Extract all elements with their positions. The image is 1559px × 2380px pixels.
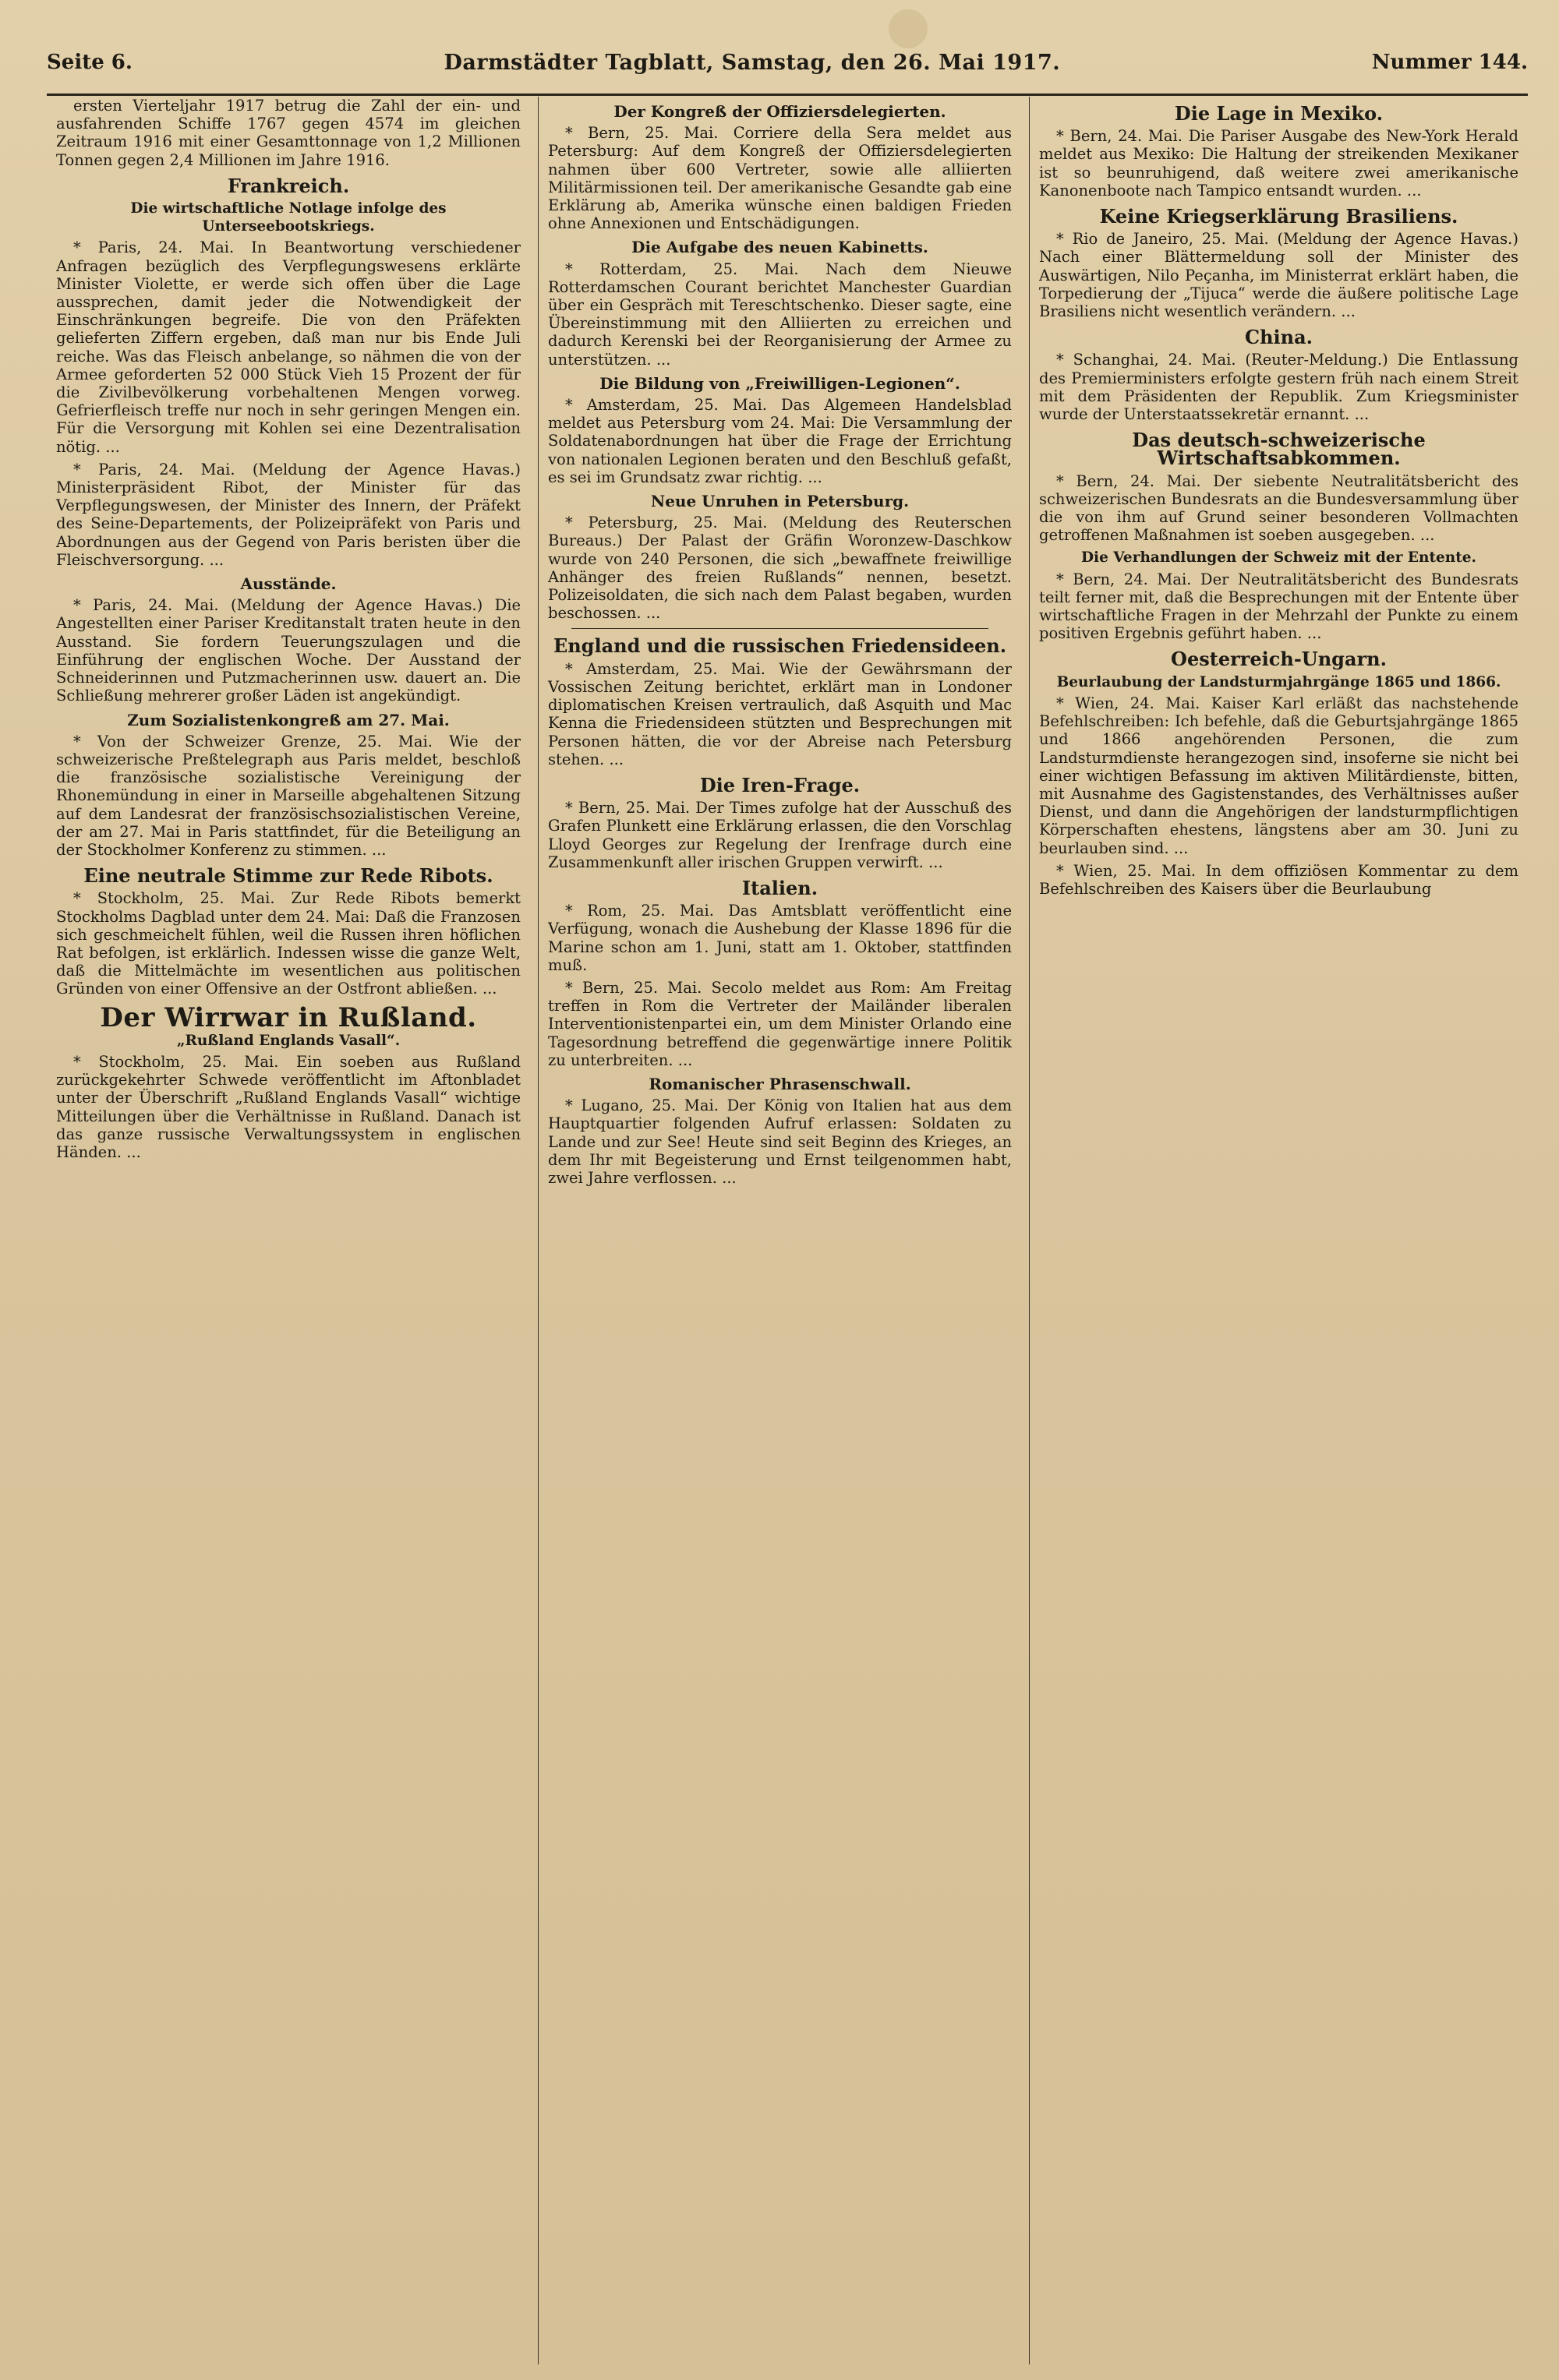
article-paragraph: * Stockholm, 25. Mai. Zur Rede Ribots bemerkt Stockholms Dagblad unter dem 24. Mai: Daß die Franzosen sich geschmeichelt fühlen, weil die Russen ihren höflichen Rat befolgen, ist erklärlich. Indessen wisse die ganze Welt, daß die Mittelmächte im wesentlichen aus politischen Gründen von einer Offensive an der Ostfront abließen. ... <box>56 889 521 998</box>
article-heading: Der Kongreß der Offiziersdelegierten. <box>613 102 946 121</box>
article-paragraph: * Paris, 24. Mai. (Meldung der Agence Havas.) Die Angestellten einer Pariser Kreditanstalt traten heute in den Ausstand. Sie fordern Teuerungszulagen und die Einführung der englischen Woche. Der Ausstand der Schneiderinnen und Putzmacherinnen usw. dauert an. Die Schließung mehrerer großer Läden ist angekündigt. <box>56 596 521 705</box>
article-ausstaende <box>56 575 521 704</box>
article-irland <box>548 773 1012 871</box>
article-unruhen <box>548 493 1012 622</box>
article-paragraph: * Paris, 24. Mai. (Meldung der Agence Havas.) Ministerpräsident Ribot, der Minister für das Verpflegungswesen, der Minister des Innern, der Präfekt des Seine-Departements, der Polizeipräfekt von Paris und Abordnungen aus der Gegend von Paris beristen über die Fleischversorgung. ... <box>56 460 521 569</box>
article-heading: Zum Sozialistenkongreß am 27. Mai. <box>127 710 450 729</box>
article-paragraph: * Petersburg, 25. Mai. (Meldung des Reuterschen Bureaus.) Der Palast der Gräfin Woronzew-Daschkow wurde von 240 Personen, die sich „bewaffnete freiwillige Anhänger des freien Rußlands“ nennen, besetzt. Polizeisoldaten, die sich nach dem Palast begaben, wurden beschossen. ... <box>548 514 1012 623</box>
newspaper-title-date: Darmstädter Tagblatt, Samstag, den 26. Mai 1917. <box>444 50 1061 75</box>
article-paragraph: * Bern, 25. Mai. Corriere della Sera meldet aus Petersburg: Auf dem Kongreß der Offiziersdelegierten nahmen über 600 Vertreter, sowie alle alliierten Militärmissionen teil. Der amerikanische Gesandte gab eine Erklärung ab, Amerika wünsche einen baldigen Frieden ohne Annexionen und Entschädigungen. <box>548 124 1012 233</box>
article-heading: Eine neutrale Stimme zur Rede Ribots. <box>83 864 493 888</box>
article-paragraph: * Bern, 24. Mai. Die Pariser Ausgabe des New-York Herald meldet aus Mexiko: Die Haltung der streikenden Mexikaner ist so beunruhigend, daß weitere zwei amerikanische Kanonenboote nach Tampico entsandt wurden. ... <box>1039 127 1518 200</box>
article-schweiz <box>1039 431 1518 642</box>
masthead <box>47 31 1528 96</box>
article-continuation: ersten Vierteljahr 1917 betrug die Zahl der ein- und ausfahrenden Schiffe 1767 gegen 4574 im gleichen Zeitraum 1916 mit einer Gesamttonnage von 1,2 Millionen Tonnen gegen 2,4 Millionen im Jahre 1916. <box>56 97 521 169</box>
issue-number: Nummer 144. <box>1371 51 1528 74</box>
article-heading: Romanischer Phrasenschwall. <box>649 1074 911 1093</box>
article-wirrwar <box>56 1001 521 1162</box>
article-phrasen <box>548 1075 1012 1187</box>
article-paragraph: * Stockholm, 25. Mai. Ein soeben aus Rußland zurückgekehrter Schwede veröffentlicht im Aftonbladet unter der Überschrift „Rußland Englands Vasall“ wichtige Mitteilungen über die Verhältnisse in Rußland. Danach ist das ganze russische Verwaltungssystem in englischen Händen. ... <box>56 1052 521 1161</box>
section-heading: Italien. <box>741 876 818 899</box>
article-subheading: Die Verhandlungen der Schweiz mit der Entente. <box>1081 549 1476 567</box>
article-subheading: Die wirtschaftliche Notlage infolge des Unterseebootskriegs. <box>130 200 447 235</box>
article-england <box>548 634 1012 768</box>
page-number: Seite 6. <box>47 51 133 74</box>
section-heading: Frankreich. <box>227 174 350 197</box>
divider <box>571 628 988 629</box>
column-3 <box>1029 97 1528 2364</box>
article-paragraph: * Schanghai, 24. Mai. (Reuter-Meldung.) Die Entlassung des Premierministers erfolgte gestern früh nach einem Streit mit dem Präsidenten der Republik. Zum Kriegsminister wurde der Unterstaatssekretär ernannt. ... <box>1039 351 1518 424</box>
article-italien <box>548 876 1012 1069</box>
article-paragraph: * Lugano, 25. Mai. Der König von Italien hat aus dem Hauptquartier folgenden Aufruf erlassen: Soldaten zu Lande und zur See! Heute sind seit Beginn des Krieges, an dem Ihr mit Begeisterung und Ernst teilgenommen habt, zwei Jahre verflossen. ... <box>548 1096 1012 1187</box>
article-subheading: Beurlaubung der Landsturmjahrgänge 1865 und 1866. <box>1056 673 1501 690</box>
article-kongress <box>548 103 1012 232</box>
article-paragraph: * Rotterdam, 25. Mai. Nach dem Nieuwe Rotterdamschen Courant berichtet Manchester Guardian über ein Gespräch mit Tereschtschenko. Dieser sagte, eine Übereinstimmung mit den Alliierten zu erreichen und dadurch Kerenski bei der Reorganisierung der Armee zu unterstützen. ... <box>548 260 1012 369</box>
article-heading: Die Iren-Frage. <box>699 773 861 796</box>
article-oesterreich <box>1039 650 1518 898</box>
article-heading: Neue Unruhen in Petersburg. <box>650 492 910 511</box>
article-frankreich <box>56 174 521 569</box>
article-china <box>1039 328 1518 423</box>
article-brasilien <box>1039 207 1518 320</box>
article-legionen <box>548 375 1012 486</box>
article-heading: Die Lage in Mexiko. <box>1174 102 1384 125</box>
article-mexiko <box>1039 104 1518 200</box>
article-paragraph: * Wien, 24. Mai. Kaiser Karl erläßt das nachstehende Befehlschreiben: Ich befehle, daß die Geburtsjahrgänge 1865 und 1866 angehörenden Personen, die zum Landsturmdienste herangezogen sind, insoferne sie nicht bei einer wichtigen Befassung im aktiven Militärdienste, bitten, mit Ausnahme des Gagistenstandes, des Verhältnisses außer Dienst, und dann die Angehörigen der landsturmpflichtigen Körperschaften ehestens, längstens aber am 30. Juni zu beurlauben sind. ... <box>1039 694 1518 857</box>
article-heading: England und die russischen Friedensideen. <box>553 634 1007 658</box>
article-paragraph: * Rom, 25. Mai. Das Amtsblatt veröffentlicht eine Verfügung, wonach die Aushebung der Klasse 1896 für die Marine schon am 1. Juni, statt am 1. Oktober, stattfinden muß. <box>548 902 1012 974</box>
article-heading-large: Der Wirrwar in Rußland. <box>100 1001 477 1033</box>
article-paragraph: * Wien, 25. Mai. In dem offiziösen Kommentar zu dem Befehlschreiben des Kaisers über die Beurlaubung <box>1039 861 1518 898</box>
article-paragraph: * Bern, 25. Mai. Der Times zufolge hat der Ausschuß des Grafen Plunkett eine Erklärung erlassen, die den Vorschlag Lloyd Georges zur Regelung der Irenfrage durch eine Zusammenkunft aller irischen Gruppen verwirft. ... <box>548 799 1012 871</box>
column-2 <box>538 97 1021 2364</box>
article-paragraph: * Bern, 24. Mai. Der siebente Neutralitätsbericht des schweizerischen Bundesrats an die Bundesversammlung über die von ihm auf Grund seiner besonderen Vollmachten getroffenen Maßnahmen ist soeben ausgegeben. ... <box>1039 471 1518 545</box>
column-1 <box>47 97 530 2364</box>
article-paragraph: * Amsterdam, 25. Mai. Das Algemeen Handelsblad meldet aus Petersburg vom 24. Mai: Die Versammlung der Soldatenabordnungen hat über die Frage der Errichtung von nationalen Legionen beraten und den Beschluß gefaßt, es sei im Grundsatz zwar richtig. ... <box>548 396 1012 486</box>
article-heading: Keine Kriegserklärung Brasiliens. <box>1099 205 1458 228</box>
article-paragraph: * Amsterdam, 25. Mai. Wie der Gewährsmann der Vossischen Zeitung berichtet, erklärt man in Londoner diplomatischen Kreisen vertraulich, daß Asquith und Mac Kenna die Friedensideen stützten und Besprechungen mit Personen hätten, die vor der Abreise nach Petersburg stehen. ... <box>548 659 1012 768</box>
article-heading: Ausstände. <box>240 574 337 594</box>
article-kabinett <box>548 238 1012 368</box>
article-paragraph: * Bern, 25. Mai. Secolo meldet aus Rom: Am Freitag treffen in Rom die Vertreter der Mailänder liberalen Interventionistenpartei ein, um dem Minister Orlando eine Tagesordnung betreffend die gegenwärtige innere Politik zu unterbreiten. ... <box>548 978 1012 1069</box>
article-ribot <box>56 864 521 998</box>
article-heading: Die Bildung von „Freiwilligen-Legionen“. <box>599 373 960 393</box>
section-heading: China. <box>1244 326 1313 349</box>
article-heading: Die Aufgabe des neuen Kabinetts. <box>631 238 928 257</box>
section-heading: Oesterreich-Ungarn. <box>1171 648 1387 671</box>
article-paragraph: * Rio de Janeiro, 25. Mai. (Meldung der Agence Havas.) Nach einer Blättermeldung soll der Minister des Auswärtigen, Nilo Peçanha, im Ministerrat erklärt haben, die Torpedierung der „Tijuca“ werde die äußere politische Lage Brasiliens nicht wesentlich verändern. ... <box>1039 230 1518 321</box>
article-paragraph: * Bern, 24. Mai. Der Neutralitätsbericht des Bundesrats teilt ferner mit, daß die Besprechungen mit der Entente über wirtschaftliche Fragen in der Mehrzahl der Punkte zu einem positiven Ergebnis geführt haben. ... <box>1039 570 1518 643</box>
article-subheading: „Rußland Englands Vasall“. <box>176 1032 401 1049</box>
article-paragraph: * Von der Schweizer Grenze, 25. Mai. Wie der schweizerische Preßtelegraph aus Paris meldet, beschloß die französische sozialistische Vereinigung der Rhonemündung in einer in Marseille abgehaltenen Sitzung auf dem Landesrat der französischsozialistischen Vereine, der am 27. Mai in Paris stattfindet, für die Beteiligung an der Stockholmer Konferenz zu stimmen. ... <box>56 732 521 859</box>
article-sozialisten <box>56 712 521 860</box>
article-heading: Das deutsch-schweizerische Wirtschaftsabkommen. <box>1132 429 1426 470</box>
article-paragraph: * Paris, 24. Mai. In Beantwortung verschiedener Anfragen bezüglich des Verpflegungswesens erklärte Minister Violette, er werde sich offen über die Lage aussprechen, damit jeder die Notwendigkeit der Einschränkungen begreife. Die von den Präfekten gelieferten Ziffern ergeben, daß man nur bis Ende Juli reiche. Was das Fleisch anbelange, so nähmen die von der Armee geforderten 52 000 Stück Vieh 15 Prozent der für die Zivilbevölkerung vorbehaltenen Mengen vorweg. Gefrierfleisch treffe nur noch in sehr geringen Mengen ein. Für die Versorgung mit Kohlen sei eine Dezentralisation nötig. ... <box>56 238 521 456</box>
